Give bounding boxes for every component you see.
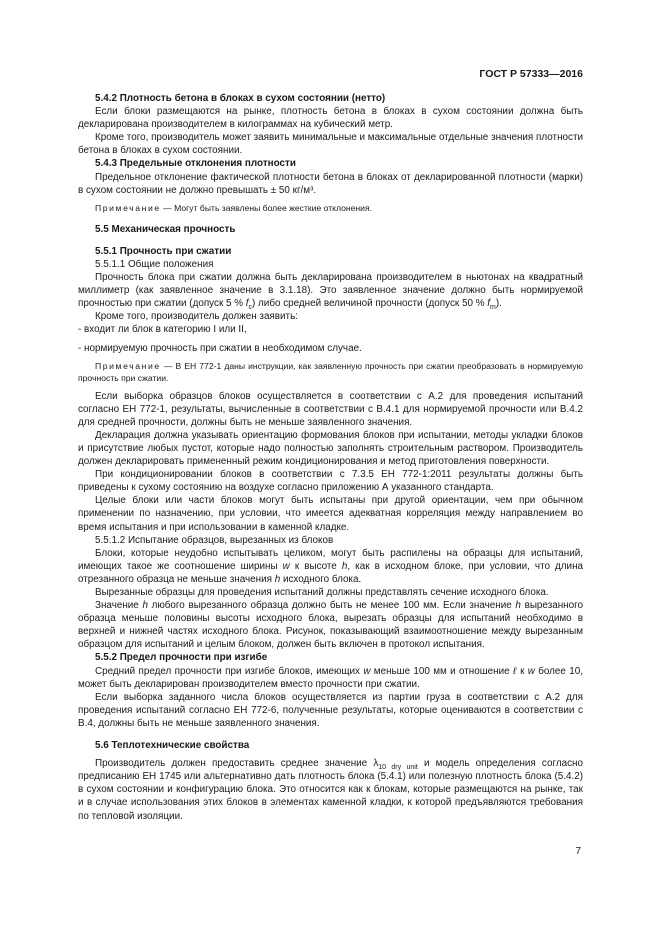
paragraph: Целые блоки или части блоков могут быть испытаны при другой ориентации, чем при обычном применении по назначению, при условии, что имеется адекватная корреляция между направлением во время испытания и при использовании в каменной кладке.: [78, 495, 583, 533]
paragraph: [78, 665, 583, 691]
symbol: h: [142, 600, 148, 612]
note-label: Примечание: [95, 202, 161, 213]
symbol: h: [341, 560, 348, 572]
text-run: , как в исходном блоке, при условии, что длина отрезанного образца не меньше значения: [78, 560, 584, 585]
subscript: c: [248, 304, 253, 312]
symbol: f: [487, 298, 490, 310]
paragraph: [78, 271, 583, 310]
text-run: Средний предел прочности при изгибе блоков, имеющих: [95, 665, 364, 677]
section-5-4-2-title: 5.4.2 Плотность бетона в блоках в сухом состоянии (нетто): [95, 93, 386, 104]
note-text: — Могут быть заявлены более жесткие отклонения.: [160, 202, 373, 213]
section-5-4-3-title: 5.4.3 Предельные отклонения плотности: [95, 158, 296, 170]
symbol: w: [527, 665, 535, 677]
subsection-5-5-1-1-title: 5.5.1.1 Общие положения: [95, 258, 214, 270]
text-run: к высоте: [289, 560, 342, 572]
text-run: более 10, может быть декларирован производителем вместо прочности при сжатии.: [78, 665, 583, 690]
symbol: h: [515, 600, 521, 612]
subscript: 10 dry unit: [378, 764, 418, 772]
subscript: m: [489, 304, 496, 312]
text-run: меньше 100 мм и отношение: [370, 665, 513, 677]
symbol: w: [363, 665, 371, 677]
section-5-5-title: 5.5 Механическая прочность: [95, 223, 236, 235]
text-run: Блоки, которые неудобно испытывать целиком, могут быть распилены на образцы для испытаний, имеющих такое же соотношение ширины: [78, 547, 583, 572]
symbol: λ: [373, 758, 379, 770]
symbol: h: [274, 573, 281, 585]
text-run: ) либо средней величиной прочности (допуск 50 %: [252, 298, 488, 310]
subsection-5-5-1-2-title: 5.5.1.2 Испытание образцов, вырезанных из блоков: [95, 534, 334, 546]
list-item: - входит ли блок в категорию I или II,: [78, 324, 247, 336]
text-run: ).: [495, 298, 502, 310]
text-run: Значение: [95, 600, 143, 612]
paragraph: При кондиционировании блоков в соответствии с 7.3.5 ЕН 772-1:2011 результаты должны быть приведены к сухому состоянию на воздухе согласно приложению А указанного стандарта.: [78, 469, 583, 494]
document-body: [78, 92, 583, 823]
paragraph: [78, 547, 583, 586]
paragraph: Декларация должна указывать ориентацию формования блоков при испытании, методы укладки блоков и присутствие любых пустот, которые надо полностью заполнять строительным раствором. Производитель должен декларировать примененный режим кондиционирования и метод приготовления поверхности.: [78, 429, 583, 468]
symbol: ℓ: [512, 665, 517, 677]
paragraph: Если выборка заданного числа блоков осуществляется из партии груза в соответствии с А.2 для проведения испытаний согласно ЕН 772-6, полученные результаты, которые оцениваются в соответствии с В.4, должны быть не меньше заявленного значения.: [78, 691, 583, 729]
section-5-6-title: 5.6 Теплотехнические свойства: [95, 740, 250, 752]
section-5-5-2-title: 5.5.2 Предел прочности при изгибе: [95, 652, 268, 664]
text-run: Прочность блока при сжатии должна быть декларирована производителем в ньютонах на квадратный миллиметр (как заявленное значение в 3.1.18). Это заявленное значение должно быть нормируемой прочностью при сжатии (допуск 5 %: [78, 272, 583, 310]
paragraph: Предельное отклонение фактической плотности бетона в блоках от декларированной плотности (марки) в сухом состоянии не должно превышать ± 50 кг/м³.: [78, 171, 583, 196]
note: [78, 360, 583, 384]
text-run: к: [516, 665, 528, 677]
section-5-5-1-title: 5.5.1 Прочность при сжатии: [95, 245, 232, 257]
paragraph: [78, 757, 583, 822]
text-run: любого вырезанного образца должно быть не менее 100 мм. Если значение: [147, 600, 516, 612]
note-label: Примечание: [95, 360, 161, 371]
page-number: 7: [575, 846, 581, 857]
text-run: и модель определения согласно предписанию ЕН 1745 или альтернативно дать плотность блока (5.4.1) или полезную плотность блока (5.4.2) в сухом состоянии и конфигурацию блока. Это относится как к блокам, которые размещаются на рынке, так и в случае использования этих блоков в элементах каменной кладки, к которой предъявляются требования по тепловой изоляции.: [78, 758, 583, 822]
paragraph: Вырезанные образцы для проведения испытаний должны представлять сечение исходного блока.: [95, 587, 549, 598]
text-run: исходного блока.: [280, 573, 362, 585]
note: [78, 202, 583, 214]
document-id: ГОСТ Р 57333—2016: [479, 68, 583, 80]
symbol: f: [245, 298, 249, 310]
note-text: — В ЕН 772-1 даны инструкции, как заявленную прочность при сжатии преобразовать в нормируемую прочность при сжатии.: [78, 360, 583, 383]
paragraph: [78, 599, 583, 651]
paragraph: Если выборка образцов блоков осуществляется в соответствии с А.2 для проведения испытаний согласно ЕН 772-1, результаты, вычисленные в соответствии с В.4.1 для нормируемой прочности или В.4.2 для средней прочности, должны быть не меньше заявленного значения.: [78, 390, 583, 428]
symbol: w: [282, 560, 290, 572]
list-item: - нормируемую прочность при сжатии в необходимом случае.: [78, 342, 362, 354]
paragraph: Если блоки размещаются на рынке, плотность бетона в блоках в сухом состоянии должна быть декларирована производителем в килограммах на кубический метр.: [78, 106, 583, 131]
text-run: вырезанного образца меньше половины высоты исходного блока, вырезать образцы для испытаний необходимо в верхней и нижней частях исходного блока. Рисунок, показывающий взаимоотношение между вырезанным образцом для испытаний и целым блоком, должен быть включен в протокол испытания.: [78, 600, 583, 651]
text-run: Производитель должен предоставить среднее значение: [95, 758, 374, 770]
paragraph: Кроме того, производитель может заявить минимальные и максимальные отдельные значения плотности бетона в блоках в сухом состоянии.: [78, 132, 583, 157]
paragraph: Кроме того, производитель должен заявить:: [95, 311, 298, 323]
